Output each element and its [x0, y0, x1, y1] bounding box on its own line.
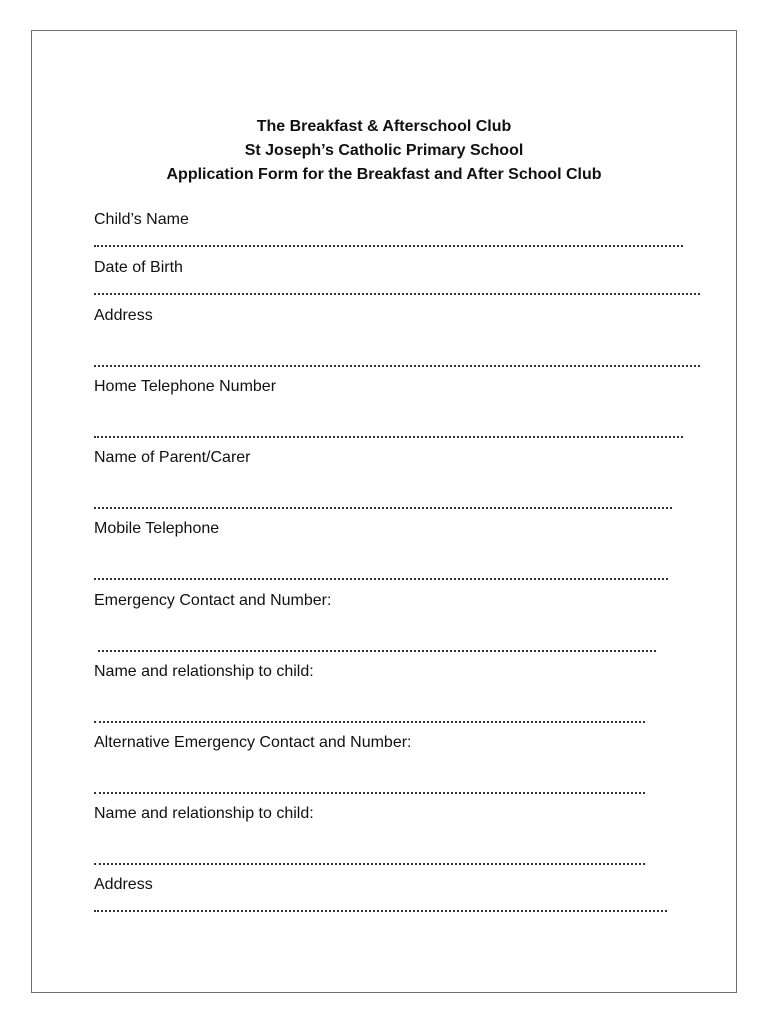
address-line[interactable]: [94, 361, 700, 367]
alternative-relationship-label: Name and relationship to child:: [94, 805, 314, 822]
home-telephone-label: Home Telephone Number: [94, 378, 277, 395]
school-name: St Joseph’s Catholic Primary School: [244, 142, 524, 159]
childs-name-line[interactable]: [94, 241, 683, 247]
home-telephone-line[interactable]: [94, 432, 683, 438]
second-address-label: Address: [94, 876, 153, 893]
form-title: Application Form for the Breakfast and After School Club: [166, 166, 602, 183]
emergency-contact-label: Emergency Contact and Number:: [94, 592, 332, 609]
date-of-birth-label: Date of Birth: [94, 259, 183, 276]
mobile-telephone-label: Mobile Telephone: [94, 520, 220, 537]
emergency-relationship-line[interactable]: [94, 717, 645, 723]
parent-carer-name-line[interactable]: [94, 503, 672, 509]
childs-name-label: Child’s Name: [94, 211, 189, 228]
second-address-line[interactable]: [94, 906, 667, 912]
club-title: The Breakfast & Afterschool Club: [256, 118, 512, 135]
alternative-emergency-contact-label: Alternative Emergency Contact and Number:: [94, 734, 412, 751]
alternative-emergency-contact-line[interactable]: [94, 788, 645, 794]
form-page: [31, 30, 737, 993]
parent-carer-name-label: Name of Parent/Carer: [94, 449, 251, 466]
mobile-telephone-line[interactable]: [94, 574, 668, 580]
address-label: Address: [94, 307, 153, 324]
emergency-contact-line[interactable]: [98, 646, 656, 652]
form-header: [32, 115, 736, 187]
alternative-relationship-line[interactable]: [94, 859, 645, 865]
emergency-relationship-label: Name and relationship to child:: [94, 663, 314, 680]
date-of-birth-line[interactable]: [94, 289, 700, 295]
